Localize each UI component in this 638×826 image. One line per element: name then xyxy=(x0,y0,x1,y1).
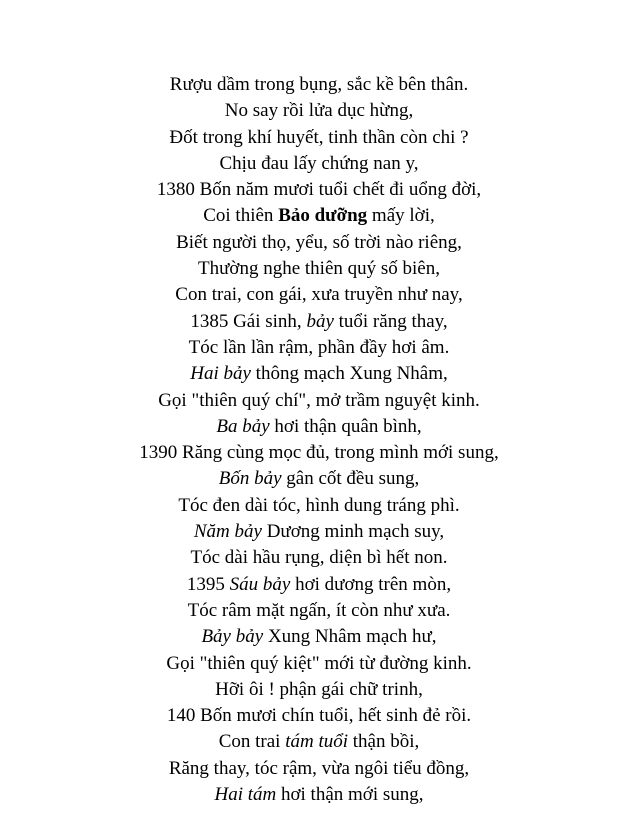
poem-line xyxy=(0,493,638,519)
poem-line xyxy=(0,177,638,203)
verse-text: Con trai xyxy=(218,731,286,753)
italic-text: Ba bảy xyxy=(216,415,270,437)
verse-text: Hỡi ôi ! phận gái chữ trinh, xyxy=(215,678,423,700)
poem-line xyxy=(0,125,638,151)
poem-line xyxy=(0,256,638,282)
poem-line xyxy=(0,519,638,545)
verse-text: Tóc râm mặt ngấn, ít còn như xưa. xyxy=(187,599,451,621)
verse-text: mấy lời, xyxy=(367,205,435,227)
verse-text: gân cốt đều sung, xyxy=(281,468,420,490)
verse-text: 1385 Gái sinh, xyxy=(190,310,307,332)
verse-text: No say rồi lửa dục hừng, xyxy=(224,100,414,122)
verse-text: hơi thận mới sung, xyxy=(276,784,424,806)
verse-text: tuổi răng thay, xyxy=(333,310,448,332)
poem-line xyxy=(0,335,638,361)
poem-line xyxy=(0,572,638,598)
poem-line xyxy=(0,230,638,256)
verse-text: Biết người thọ, yểu, số trời nào riêng, xyxy=(176,231,462,253)
italic-text: Bảy bảy xyxy=(201,626,264,648)
verse-text: Chịu đau lấy chứng nan y, xyxy=(219,152,419,174)
poem-line xyxy=(0,72,638,98)
verse-text: Tóc lần lần rậm, phần đầy hơi âm. xyxy=(188,336,450,358)
poem-line xyxy=(0,151,638,177)
poem-line xyxy=(0,414,638,440)
verse-text: Dương minh mạch suy, xyxy=(261,521,445,543)
poem-line xyxy=(0,782,638,808)
verse-text: Con trai, con gái, xưa truyền như nay, xyxy=(175,284,463,306)
poem-line xyxy=(0,598,638,624)
italic-text: Hai bảy xyxy=(190,363,251,385)
verse-text: 1395 xyxy=(186,573,230,595)
italic-text: Năm bảy xyxy=(193,521,262,543)
poem-line xyxy=(0,282,638,308)
poem-line xyxy=(0,466,638,492)
verse-text: Gọi "thiên quý kiệt" mới từ đường kinh. xyxy=(166,652,472,674)
verse-text: hơi dương trên mòn, xyxy=(290,573,452,595)
verse-text: 1380 Bốn năm mươi tuổi chết đi uổng đời, xyxy=(156,179,482,201)
poem-line xyxy=(0,677,638,703)
bold-text: Bảo dưỡng xyxy=(278,205,368,227)
verse-text: 1390 Răng cùng mọc đủ, trong mình mới sung, xyxy=(139,442,499,464)
verse-text: Xung Nhâm mạch hư, xyxy=(263,626,437,648)
poem-line xyxy=(0,388,638,414)
poem-line xyxy=(0,756,638,782)
poem-line xyxy=(0,651,638,677)
poem-line xyxy=(0,309,638,335)
poem-line xyxy=(0,703,638,729)
poem-line xyxy=(0,729,638,755)
poem-line xyxy=(0,624,638,650)
verse-text: Coi thiên xyxy=(203,205,279,227)
verse-text: Gọi "thiên quý chí", mở trầm nguyệt kinh. xyxy=(158,389,480,411)
poem-line xyxy=(0,361,638,387)
verse-text: 140 Bốn mươi chín tuổi, hết sinh đẻ rồi. xyxy=(166,705,472,727)
verse-text: hơi thận quân bình, xyxy=(269,415,422,437)
verse-text: Tóc dài hầu rụng, diện bì hết non. xyxy=(190,547,448,569)
verse-text: thận bồi, xyxy=(348,731,420,753)
poem-line xyxy=(0,203,638,229)
poem-line xyxy=(0,545,638,571)
poem-line xyxy=(0,440,638,466)
verse-text: Đốt trong khí huyết, tinh thần còn chi ? xyxy=(169,126,469,148)
italic-text: tám tuổi xyxy=(285,731,349,753)
poem-page xyxy=(0,72,638,808)
italic-text: bảy xyxy=(306,310,334,332)
verse-text: Rượu dầm trong bụng, sắc kề bên thân. xyxy=(169,74,469,95)
verse-text: Răng thay, tóc rậm, vừa ngôi tiểu đồng, xyxy=(168,757,470,779)
poem-line xyxy=(0,98,638,124)
italic-text: Bốn bảy xyxy=(218,468,282,490)
verse-text: Thường nghe thiên quý số biên, xyxy=(198,258,440,280)
verse-text: Tóc đen dài tóc, hình dung tráng phì. xyxy=(178,494,460,516)
italic-text: Sáu bảy xyxy=(229,573,291,595)
italic-text: Hai tám xyxy=(214,784,277,806)
verse-text: thông mạch Xung Nhâm, xyxy=(250,363,448,385)
